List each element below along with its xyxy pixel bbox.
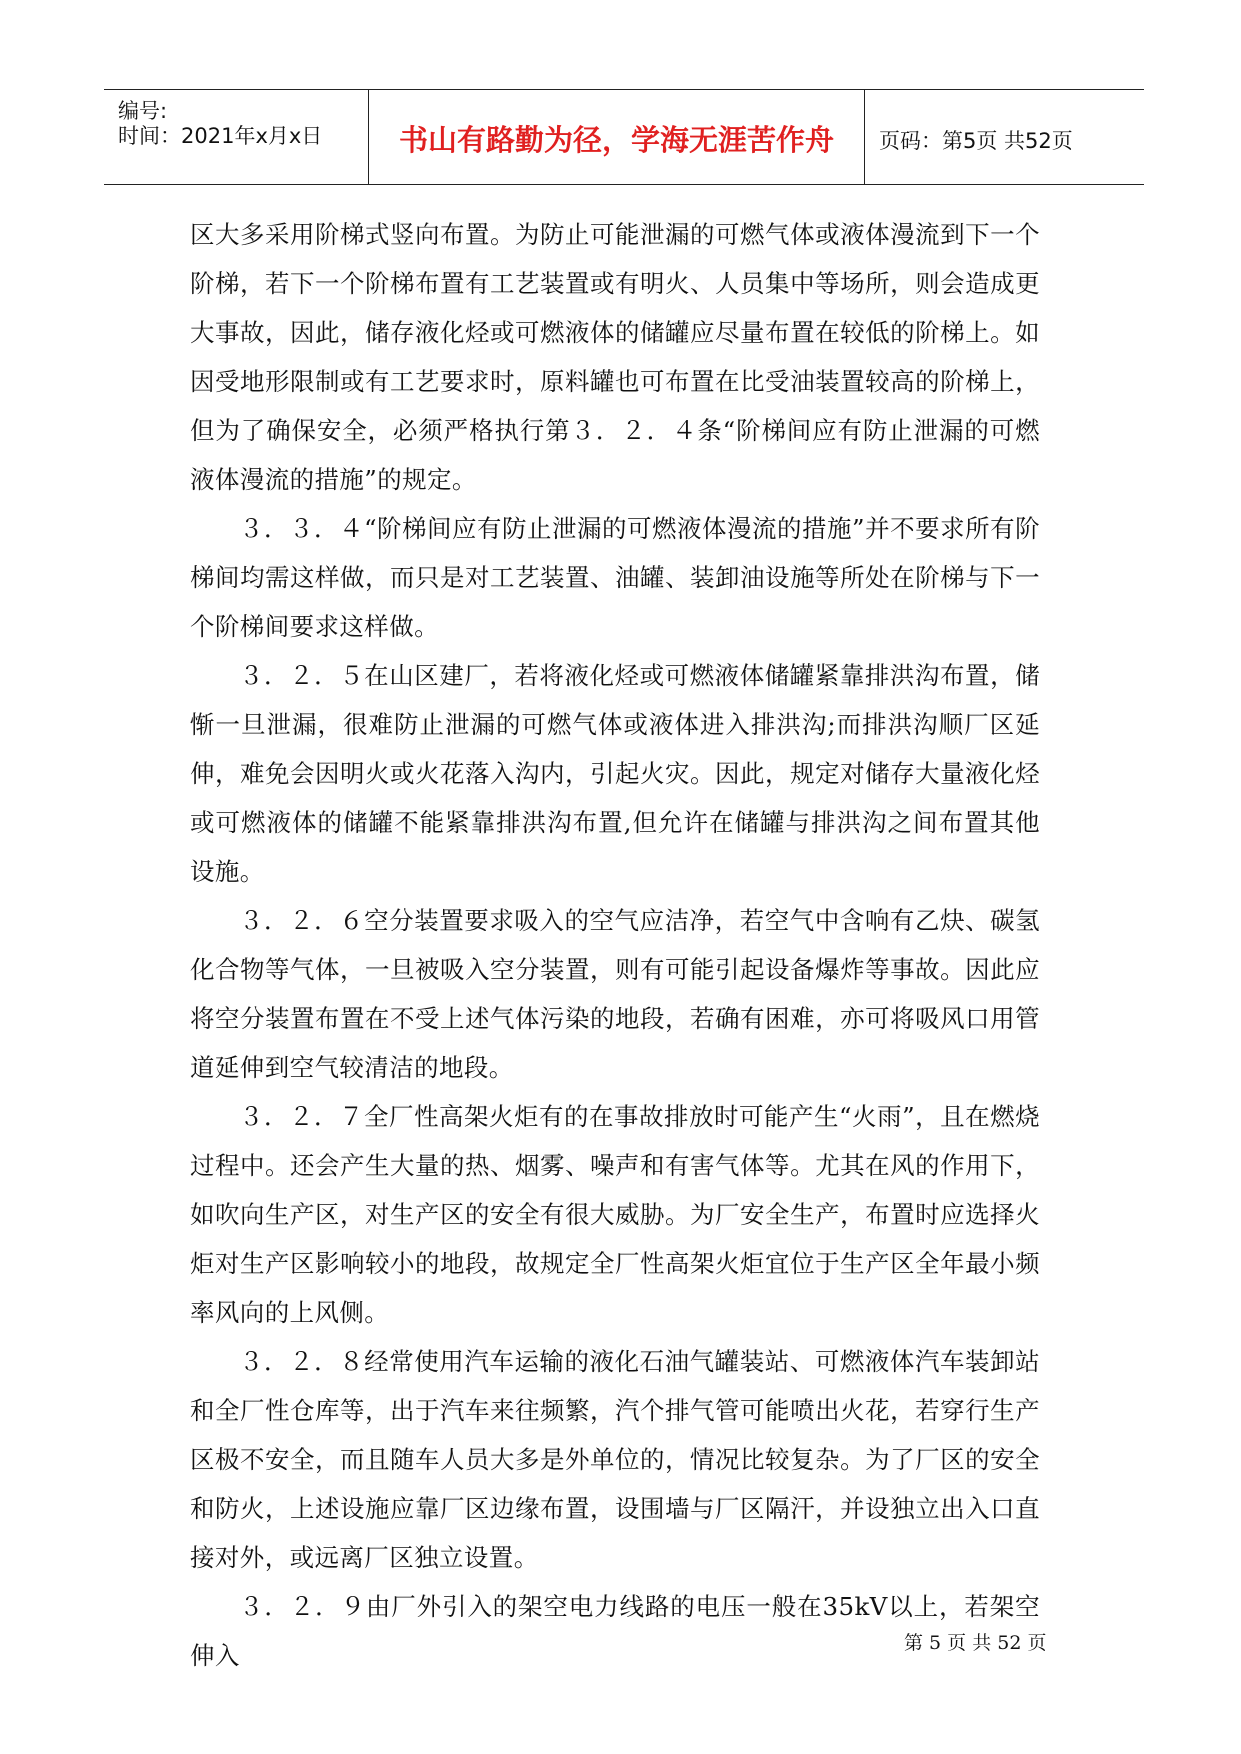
paragraph-3-2-9: ３．２．９由厂外引入的架空电力线路的电压一般在35kV以上，若架空伸入 xyxy=(190,1592,1040,1670)
paragraph-continued: 区大多采用阶梯式竖向布置。为防止可能泄漏的可燃气体或液体漫流到下一个阶梯，若下一个阶梯布置有工艺装置或有明火、人员集中等场所，则会造成更大事故，因此，储存液化烃或可燃液体的储罐应尽量布置在较低的阶梯上。如因受地形限制或有工艺要求时，原料罐也可布置在比受油装置较高的阶梯上，但为了确保安全，必须严格执行第３．２．４条“阶梯间应有防止泄漏的可燃液体漫流的措施”的规定。 xyxy=(190,220,1040,494)
document-time-label: 时间：2021年x月x日 xyxy=(118,124,323,148)
paragraph-3-3-4: ３．３．４“阶梯间应有防止泄漏的可燃液体漫流的措施”并不要求所有阶梯间均需这样做，而只是对工艺装置、油罐、装卸油设施等所处在阶梯与下一个阶梯间要求这样做。 xyxy=(190,514,1040,641)
header-left-cell xyxy=(104,90,369,184)
paragraph-3-2-7: ３．２．７全厂性高架火炬有的在事故排放时可能产生“火雨”，且在燃烧过程中。还会产生大量的热、烟雾、噪声和有害气体等。尤其在风的作用下，如吹向生产区，对生产区的安全有很大威胁。为厂安全生产，布置时应选择火炬对生产区影响较小的地段，故规定全厂性高架火炬宜位于生产区全年最小频率风向的上风侧。 xyxy=(190,1102,1040,1327)
header-motto: 书山有路勤为径，学海无涯苦作舟 xyxy=(398,123,834,157)
paragraph-3-2-5: ３．２．５在山区建厂，若将液化烃或可燃液体储罐紧靠排洪沟布置，储惭一旦泄漏，很难防止泄漏的可燃气体或液体进入排洪沟;而排洪沟顺厂区延伸，难免会因明火或火花落入沟内，引起火灾。因此，规定对储存大量液化烃或可燃液体的储罐不能紧靠排洪沟布置,但允许在储罐与排洪沟之间布置其他设施。 xyxy=(190,661,1040,886)
document-number-label: 编号: xyxy=(118,99,168,123)
header-middle-cell xyxy=(369,90,865,184)
paragraph-3-2-8: ３．２．８经常使用汽车运输的液化石油气罐装站、可燃液体汽车装卸站和全厂性仓库等，出于汽车来往频繁，汽个排气管可能喷出火花，若穿行生产区极不安全，而且随车人员大多是外单位的，情况比较复杂。为了厂区的安全和防火，上述设施应靠厂区边缘布置，设围墙与厂区隔汗，并设独立出入口直接对外，或远离厂区独立设置。 xyxy=(190,1347,1040,1572)
paragraph-3-2-6: ３．２．６空分装置要求吸入的空气应洁净，若空气中含响有乙炔、碳氢化合物等气体，一旦被吸入空分装置，则有可能引起设备爆炸等事故。因此应将空分装置布置在不受上述气体污染的地段，若确有困难，亦可将吸风口用管道延伸到空气较清洁的地段。 xyxy=(190,906,1040,1082)
page-header xyxy=(104,89,1144,185)
document-body xyxy=(190,210,1040,1680)
header-right-cell xyxy=(865,90,1144,184)
page-footer: 第 5 页 共 52 页 xyxy=(904,1632,1047,1654)
header-page-info: 页码：第5页 共52页 xyxy=(879,129,1073,153)
